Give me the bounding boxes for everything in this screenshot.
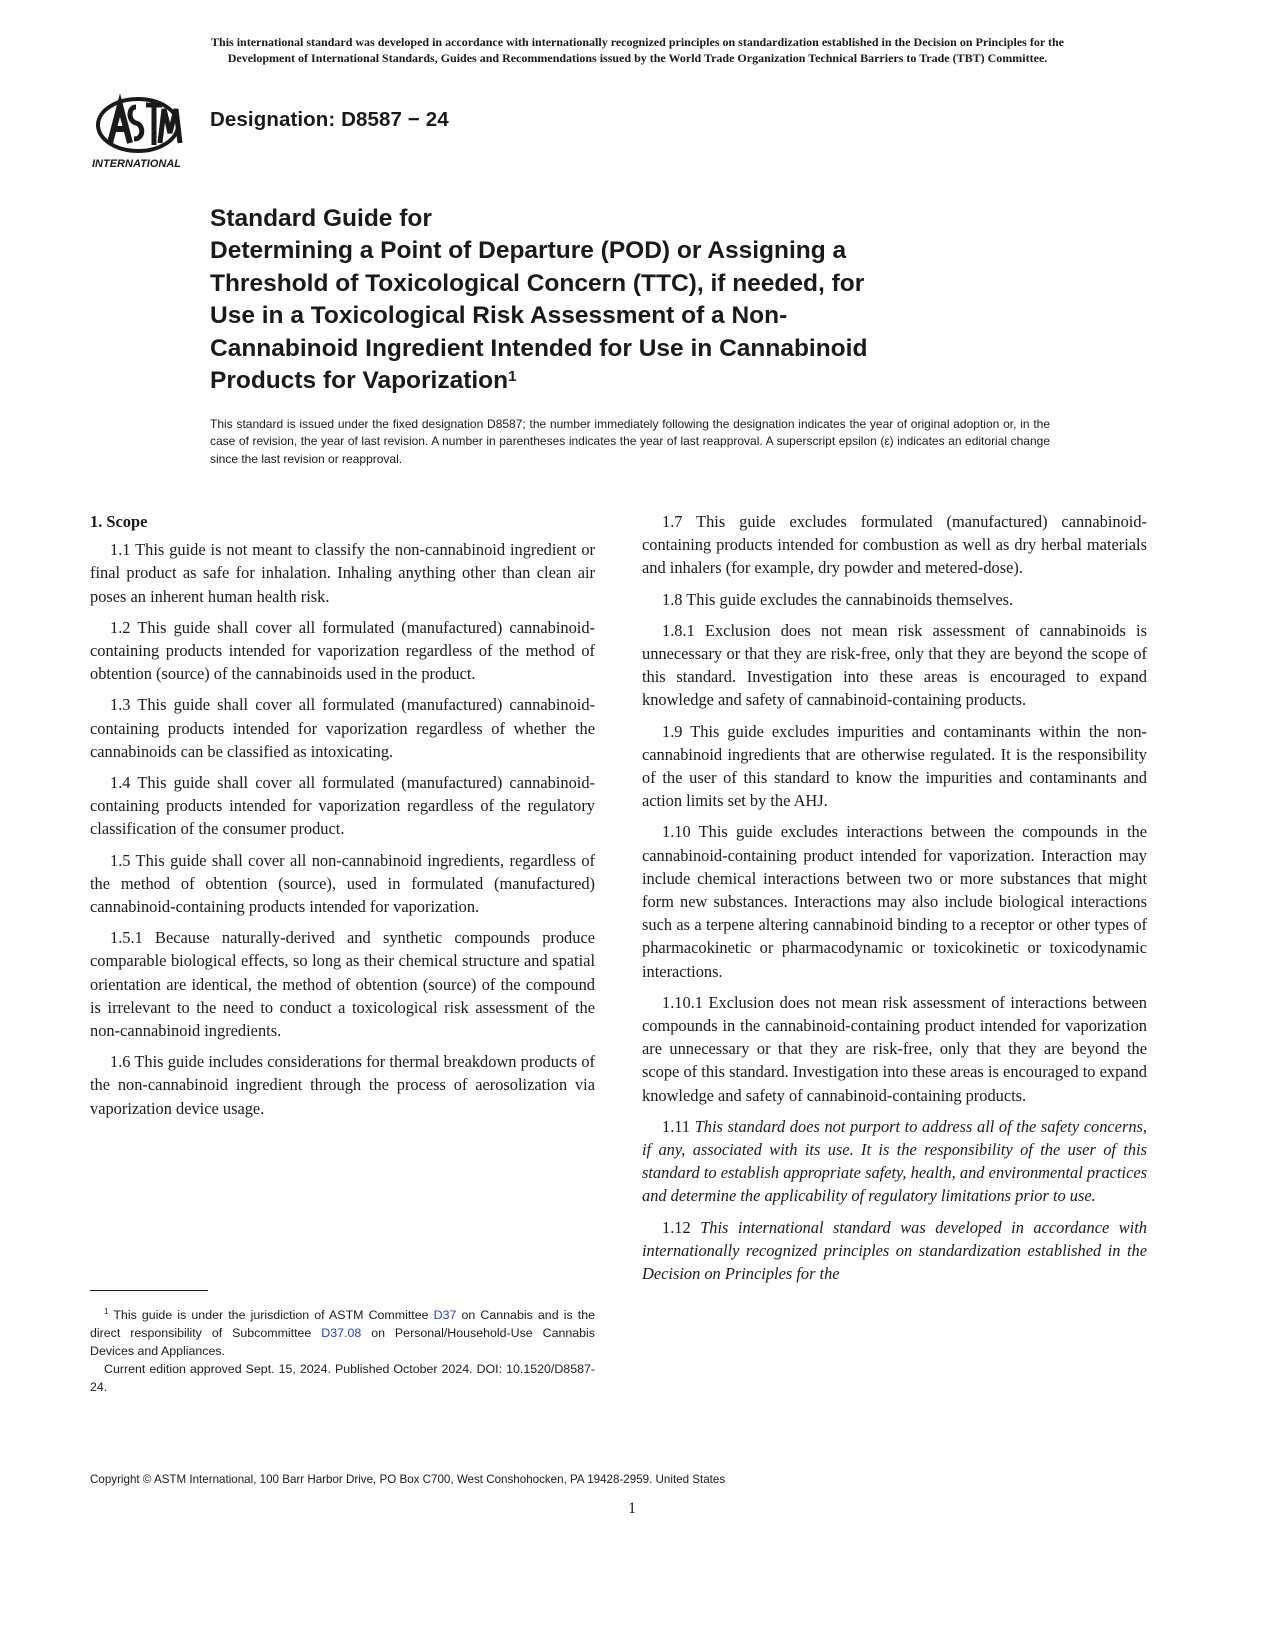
title-line-3: Threshold of Toxicological Concern (TTC), if needed, for xyxy=(210,269,865,297)
paragraph-1-5: 1.5 This guide shall cover all non-cannabinoid ingredients, regardless of the method of obtention (source), used in formulated (manufactured) cannabinoid-containing products intended for vaporization. xyxy=(90,850,595,917)
wto-notice xyxy=(60,35,1215,66)
astm-logo-text: INTERNATIONAL xyxy=(92,158,182,170)
right-column xyxy=(642,510,1147,1293)
title-line-4: Use in a Toxicological Risk Assessment of a Non- xyxy=(210,302,788,330)
title-line-6-text: Products for Vaporization xyxy=(210,367,509,395)
wto-notice-line-1: This international standard was developed in accordance with internationally recognized principles on standardization established in the Decision on Principles for the xyxy=(211,35,1064,49)
astm-emblem-icon xyxy=(98,99,180,151)
section-heading-scope: 1. Scope xyxy=(90,512,148,531)
title-line-1: Standard Guide for xyxy=(210,205,432,232)
paragraph-1-8-1: 1.8.1 Exclusion does not mean risk assessment of cannabinoids is unnecessary or that they are risk-free, only that they are beyond the scope of this standard. Investigation into these areas is encouraged to expand knowledge and safety of cannabinoid-containing products. xyxy=(642,620,1147,710)
paragraph-1-1: 1.1 This guide is not meant to classify the non-cannabinoid ingredient or final product as safe for inhalation. Inhaling anything other than clean air poses an inherent human health risk. xyxy=(90,540,595,606)
footnote-1-marker: 1 xyxy=(104,1307,109,1316)
left-column xyxy=(90,510,595,1128)
paragraph-1-6: 1.6 This guide includes considerations for thermal breakdown products of the non-cannabinoid ingredient through the process of aerosolization via vaporization device usage. xyxy=(90,1052,595,1118)
page-number: 1 xyxy=(628,1500,636,1517)
paragraph-1-5-1: 1.5.1 Because naturally-derived and synthetic compounds produce comparable biological effects, so long as their chemical structure and spatial orientation are identical, the method of obtention (source) of the compound is irrelevant to the need to conduct a toxicological risk assessment of the non-cannabinoid ingredients. xyxy=(90,928,595,1041)
footnote-divider xyxy=(90,1290,208,1291)
paragraph-1-2: 1.2 This guide shall cover all formulated (manufactured) cannabinoid-containing products intended for vaporization regardless of the method of obtention (source) of the cannabinoids used in the product. xyxy=(90,617,595,684)
paragraph-1-12 xyxy=(642,1216,1147,1286)
paragraph-1-11-number: 1.11 xyxy=(662,1116,691,1136)
paragraph-1-3: 1.3 This guide shall cover all formulated (manufactured) cannabinoid-containing products intended for vaporization regardless of whether the cannabinoids can be classified as intoxicating. xyxy=(90,695,595,761)
subcommittee-d37-08-link[interactable]: D37.08 xyxy=(321,1326,362,1341)
paragraph-1-7: 1.7 This guide excludes formulated (manufactured) cannabinoid-containing products intended for combustion as well as dry herbal materials and inhalers (for example, dry powder and metered-dose). xyxy=(642,512,1147,578)
footnote-1 xyxy=(90,1303,595,1360)
title-line-2: Determining a Point of Departure (POD) or Assigning a xyxy=(210,237,847,265)
preamble: This standard is issued under the fixed designation D8587; the number immediately following the designation indicates the year of original adoption or, in the case of revision, the year of last revision. A number in parentheses indicates the year of last reapproval. A superscript epsilon (ε) indicates an editorial change since the last revision or reapproval. xyxy=(210,417,1050,466)
paragraph-1-11-text: This standard does not purport to address all of the safety concerns, if any, associated with its use. It is the responsibility of the user of this standard to establish appropriate safety, health, and environmental practices and determine the applicability of regulatory limitations prior to use. xyxy=(642,1116,1147,1206)
paragraph-1-10-1: 1.10.1 Exclusion does not mean risk assessment of interactions between compounds in the cannabinoid-containing product intended for vaporization are unnecessary or that they are risk-free, only that they are beyond the scope of this standard. Investigation into these areas is encouraged to expand knowledge and safety of cannabinoid-containing products. xyxy=(642,992,1147,1105)
footnotes xyxy=(90,1303,595,1396)
astm-logo xyxy=(90,93,190,173)
designation: Designation: D8587 − 24 xyxy=(210,108,449,131)
paragraph-1-12-number: 1.12 xyxy=(662,1217,691,1237)
footnote-1-part-3: on Personal/Household-Use Cannabis Devices and Appliances. xyxy=(90,1326,595,1359)
footnote-1-part-2: on Cannabis and is the direct responsibility of Subcommittee xyxy=(90,1308,596,1341)
edition-note: Current edition approved Sept. 15, 2024. Published October 2024. DOI: 10.1520/D8587-24. xyxy=(90,1362,595,1395)
copyright-notice: Copyright © ASTM International, 100 Barr Harbor Drive, PO Box C700, West Conshohocken, PA 19428-2959. United States xyxy=(90,1473,726,1486)
paragraph-1-8: 1.8 This guide excludes the cannabinoids themselves. xyxy=(662,589,1014,609)
paragraph-1-11 xyxy=(642,1115,1147,1208)
paragraph-1-9: 1.9 This guide excludes impurities and contaminants within the non-cannabinoid ingredients that are otherwise regulated. It is the responsibility of the user of this standard to know the impurities and contaminants and action limits set by the AHJ. xyxy=(642,721,1147,811)
paragraph-1-4: 1.4 This guide shall cover all formulated (manufactured) cannabinoid-containing products intended for vaporization regardless of the regulatory classification of the consumer product. xyxy=(90,773,595,839)
title-line-6 xyxy=(210,365,1070,397)
wto-notice-line-2: Development of International Standards, Guides and Recommendations issued by the World Trade Organization Technical Barriers to Trade (TBT) Committee. xyxy=(227,50,1048,65)
title-footnote-ref[interactable]: 1 xyxy=(508,368,517,386)
title-line-5: Cannabinoid Ingredient Intended for Use in Cannabinoid xyxy=(210,334,868,362)
document-title xyxy=(210,203,1070,397)
paragraph-1-10: 1.10 This guide excludes interactions between the compounds in the cannabinoid-containing product intended for vaporization. Interaction may include chemical interactions between two or more substances that might form new substances. Interactions may also include biological interactions such as a terpene altering cannabinoid binding to a receptor or other types of pharmacokinetic or pharmacodynamic or toxicokinetic or toxicodynamic interactions. xyxy=(642,822,1147,981)
paragraph-1-12-text: This international standard was developed in accordance with internationally recognized principles on standardization established in the Decision on Principles for the xyxy=(642,1217,1147,1284)
footnote-1-part-1: This guide is under the jurisdiction of ASTM Committee xyxy=(113,1308,429,1323)
committee-d37-link[interactable]: D37 xyxy=(433,1308,457,1323)
